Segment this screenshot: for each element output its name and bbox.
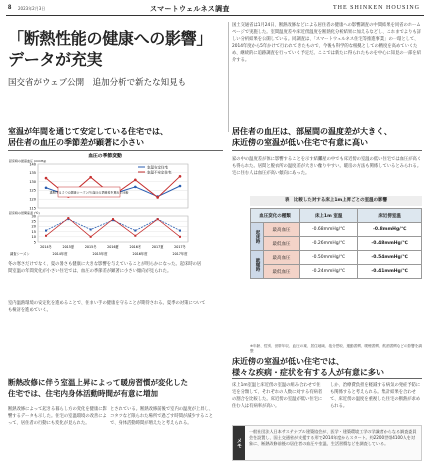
table-cond: 最低血圧	[264, 265, 300, 279]
header-rule	[6, 15, 424, 16]
y-tick-label: 15	[31, 229, 36, 234]
table-value: -0.24mmHg/℃	[300, 265, 358, 279]
y-tick-label: 135	[29, 171, 36, 176]
legend-label: 室温不安定住宅	[147, 170, 172, 175]
x-tick-label: 2017冬	[174, 245, 186, 249]
section4-heading-line1: 床近傍の室温が低い住宅では、	[232, 357, 344, 366]
x-tick-label: 2015夏	[62, 245, 75, 249]
temp-point	[90, 229, 92, 231]
blood-pressure-chart	[8, 150, 203, 258]
table-value: -0.68mmHg/℃	[300, 223, 358, 237]
temp-point	[90, 236, 92, 238]
table-value: -0.50mmHg/℃	[300, 251, 358, 265]
table-cond: 最低血圧	[264, 237, 300, 251]
bp-point	[179, 185, 182, 188]
section2-col2: とされている。断熱改修前後で室内の温度が上昇し、コタツなど限られた場所で過ごす時間が減少することで、身体活動時間が増えたと考えられる。	[110, 407, 214, 426]
temp-point	[45, 230, 47, 232]
y-tick-label: 20	[31, 224, 36, 229]
table-row	[251, 237, 422, 251]
table-group-label: 就寝時	[251, 251, 264, 279]
temp-point	[134, 230, 136, 232]
section3-col2: 部屋の中でも床近傍の室温の低い住宅では血圧が高くなりやすい。暖房の方法も関係しているとみられる。	[318, 157, 422, 169]
y-tick-label: 25	[31, 219, 36, 224]
section-title: スマートウェルネス調査	[150, 5, 230, 13]
x-group-label: 調査シーズン	[10, 252, 30, 256]
temp-point	[134, 235, 136, 237]
y-axis-label-bottom: 起床時の居間室温 (℃)	[9, 211, 40, 215]
brand-name: THE SHINKEN HOUSING	[333, 5, 420, 11]
chart-svg	[8, 150, 203, 258]
memo-box	[232, 425, 422, 461]
section1-body-continued: 室内温熱環境の安定化を進めることで、住まい手の健康を守ることが期待される。夏季の対策についても検討を進めていく。	[8, 301, 206, 313]
bp-point	[134, 179, 137, 182]
table-title: 表 比較した対する床上1m上昇ごとの室温の影響	[250, 196, 422, 206]
x-tick-label: 2016夏	[107, 245, 119, 249]
table-value: -0.8mmHg/℃	[358, 223, 422, 237]
annotation-text: 満期する２つの調査シーズン内 血圧の季節差を算出と比較	[49, 190, 129, 195]
bp-point	[134, 186, 137, 189]
x-tick-label: 2016冬	[129, 245, 142, 249]
intro-text: 国土交通省は1月24日、断熱改修などによる居住者の健康への影響調査の中間結果を同省のホームページで実施した。室間温度差や床近傍温度を断熱化分析結果に加えるなどし、これまでよりも詳しい分析結果を公開している。同調査は、「スマートウェルネス住宅等推進事業」の一環として、2014年度から5年かけて行われてきたもので、今後も科学的な根拠としての精度を高めていくため、継続的に追跡調査を行っていく予定だ。ここでは新たに得られたものを中心に知見の一部を紹介する。	[232, 23, 421, 63]
headline-line1: 「断熱性能の健康への影響」	[8, 29, 213, 48]
section3-heading	[232, 126, 422, 151]
temp-point	[179, 230, 181, 232]
legend-label: 室温安定住宅	[147, 165, 168, 170]
y-tick-label: 10	[31, 235, 36, 240]
section1-heading-line1: 室温が年間を通じて安定している住宅では、	[8, 127, 168, 136]
table-cond: 最高血圧	[264, 223, 300, 237]
table-value: -0.48mmHg/℃	[358, 237, 422, 251]
table-group-label: 起床時	[251, 223, 264, 251]
temp-point	[179, 236, 181, 238]
section4-heading-line2: 様々な疾病・症状を有する人が有意に多い	[232, 368, 384, 377]
table-header-val2: 床近傍室温	[358, 209, 422, 223]
memo-text: 一般社団法人日本サステナブル建築協会が、医学・建築環境工学の学識者からなる調査委員会を設置し、国土交通省が支援する形で2014年度からスタート。約2200世帯4100人を対象に、断熱改修前後の居住者の血圧や室温、生活習慣などを調査している。	[249, 429, 417, 446]
y-tick-label: 120	[29, 197, 36, 202]
temp-point	[157, 218, 159, 220]
section2-col1: 断熱改修によって起きる暮らし方の変化を健康に影響するデータも示した。住宅の室温環境の改善によって、居住者の行動にも変化が見られた。	[8, 407, 107, 426]
table-row	[251, 251, 422, 265]
section4-heading	[232, 356, 422, 379]
bp-point	[156, 196, 159, 199]
y-tick-label: 5	[33, 240, 36, 245]
table-value: -0.41mmHg/℃	[358, 265, 422, 279]
x-group-value: 2016年度	[132, 252, 148, 256]
page-number: 8	[8, 5, 12, 11]
table-header-cond: 血圧変化の種類	[251, 209, 300, 223]
temp-point	[45, 235, 47, 237]
section1-heading	[8, 126, 223, 151]
section1-heading-line2: 居住者の血圧の季節差が顕著に小さい	[8, 138, 144, 147]
chart-title: 血圧の季節変動	[88, 154, 122, 159]
y-tick-label: 140	[29, 162, 36, 167]
x-group-value: 2015年度	[92, 252, 108, 256]
table-header-val1: 床上1m 室温	[300, 209, 358, 223]
section4-col2: しか、治療費負担を軽減する病気の発症予防にも関係すると考えられる。集計結果を合わせて、床近傍の温度を重視した住宅の断熱が求められる。	[330, 383, 421, 409]
section1-body: 冬の寒さだけでなく、夏の暑さも健康に大きな影響を与えていることが明らかになった。起床時の居間室温の年間変化が小さい住宅では、血圧の季節差が顕著に小さい傾向が見られた。	[8, 262, 202, 274]
section2-heading	[8, 378, 208, 399]
bp-effect-table	[250, 208, 422, 279]
bp-point	[45, 177, 48, 180]
x-group-value: 2014年度	[52, 252, 68, 256]
bp-point	[89, 176, 92, 179]
section3-heading-line1: 居住者の血圧は、部屋間の温度差が大きく、	[232, 127, 392, 136]
section3-col1: 家の中の温度差が体に影響することを示す結果も得られた。居間と脱衣所の温度差が大きい住宅に住む人は血圧が高い傾向にあった。	[232, 157, 323, 176]
section2-heading-line2: 住宅では、住宅内身体活動時間が有意に増加	[8, 388, 158, 398]
y-tick-label: 30	[31, 214, 36, 219]
headline-deck: 国交省がウェブ公開 追加分析で新たな知見も	[8, 77, 187, 87]
issue-date: 2023年2月3日	[18, 6, 46, 11]
temp-point	[67, 217, 69, 219]
bp-point	[45, 186, 48, 189]
table-cond: 最高血圧	[264, 251, 300, 265]
intro-divider	[228, 22, 229, 132]
table-row	[251, 265, 422, 279]
page-header	[0, 0, 430, 16]
table-value: -0.54mmHg/℃	[358, 251, 422, 265]
y-axis-label-top: 起床時の最高血圧 (mmHg)	[9, 159, 47, 163]
y-tick-label: 125	[29, 188, 36, 193]
table-header-row	[251, 209, 422, 223]
temp-point	[112, 218, 114, 220]
y-tick-label: 130	[29, 179, 36, 184]
section4-col1: 床上1m室温と床近傍の室温の組み合わせで住宅を分類して、それぞれの人数に対する有病者の割合を比較した。床近傍の室温が低い住宅に住む人は有病率が高い。	[232, 383, 323, 409]
table-note: ※年齢、性別、世帯年収、血圧の薬、居住地域、塩分摂取、運動習慣、喫煙習慣、飲酒習慣などの影響を調整	[250, 344, 422, 353]
table-value: -0.26mmHg/℃	[300, 237, 358, 251]
x-tick-label: 2017夏	[151, 245, 164, 249]
table-row	[251, 223, 422, 237]
section2-heading-line1: 断熱改修に伴う室温上昇によって暖房習慣が変化した	[8, 378, 188, 387]
memo-tag: メモ	[233, 426, 245, 460]
bp-point	[179, 175, 182, 178]
x-tick-label: 2015冬	[84, 245, 97, 249]
section3-heading-line2: 床近傍の室温が低い住宅で有意に高い	[232, 138, 368, 147]
x-group-value: 2017年度	[172, 252, 188, 256]
y-tick-label: 115	[29, 206, 36, 211]
main-headline	[8, 28, 223, 88]
x-tick-label: 2014冬	[40, 245, 52, 249]
headline-line2: データが充実	[8, 50, 103, 69]
